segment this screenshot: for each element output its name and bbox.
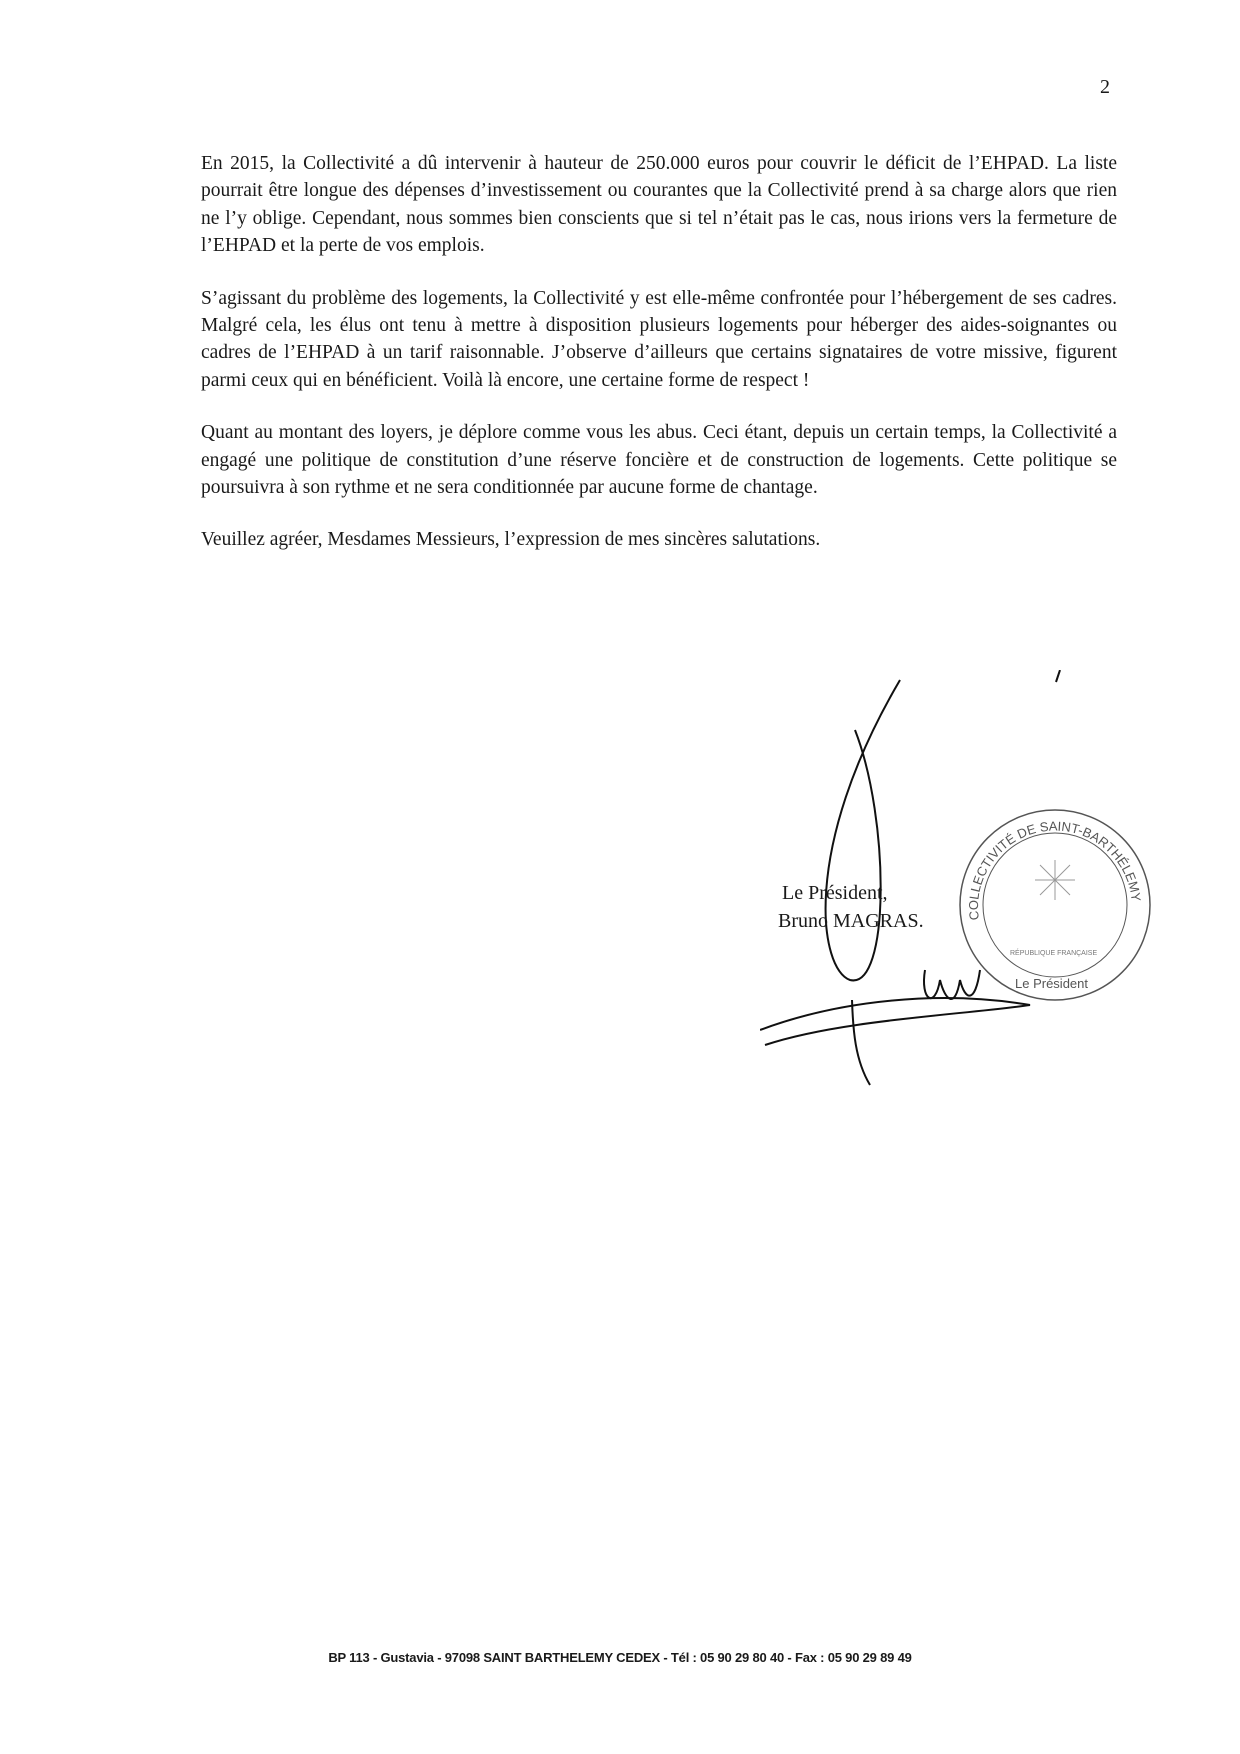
stamp-inner-text: RÉPUBLIQUE FRANÇAISE bbox=[1010, 950, 1098, 957]
letter-body bbox=[201, 150, 1117, 579]
signature-block bbox=[760, 670, 1180, 1090]
page-number: 2 bbox=[1100, 76, 1110, 98]
paragraph: Quant au montant des loyers, je déplore comme vous les abus. Ceci étant, depuis un certain temps, la Collectivité a engagé une politique de constitution d’une réserve foncière et de construction de logements. Cette politique se poursuivra à son rythme et ne sera conditionnée par aucune forme de chantage. bbox=[201, 422, 1117, 499]
paragraph: En 2015, la Collectivité a dû intervenir à hauteur de 250.000 euros pour couvrir le déficit de l’EHPAD. La liste pourrait être longue des dépenses d’investissement ou courantes que la Collectivité prend à sa charge alors que rien ne l’y oblige. Cependant, nous sommes bien conscients que si tel n’était pas le cas, nous irions vers la fermeture de l’EHPAD et la perte de vos emplois. bbox=[201, 153, 1117, 257]
signatory-name: Bruno MAGRAS. bbox=[778, 910, 924, 932]
footer-address: BP 113 - Gustavia - 97098 SAINT BARTHELEMY CEDEX - Tél : 05 90 29 80 40 - Fax : 05 90 29 89 49 bbox=[328, 1650, 912, 1665]
official-stamp bbox=[960, 810, 1150, 1000]
stamp-bottom-text: Le Président bbox=[1015, 976, 1088, 991]
paragraph: S’agissant du problème des logements, la Collectivité y est elle-même confrontée pour l’hébergement de ses cadres. Malgré cela, les élus ont tenu à mettre à disposition plusieurs logements pour héberger des aides-soignantes ou cadres de l’EHPAD à un tarif raisonnable. J’observe d’ailleurs que certains signataires de votre missive, figurent parmi ceux qui en bénéficient. Voilà là encore, une certaine forme de respect ! bbox=[201, 287, 1117, 391]
handwritten-signature bbox=[760, 670, 1060, 1085]
closing-salutation: Veuillez agréer, Mesdames Messieurs, l’expression de mes sincères salutations. bbox=[201, 529, 821, 551]
stamp-ring-text: COLLECTIVITÉ DE SAINT-BARTHÉLEMY bbox=[965, 818, 1144, 921]
official-stamp-and-signature bbox=[760, 670, 1180, 1090]
signatory-title: Le Président, bbox=[782, 882, 888, 904]
